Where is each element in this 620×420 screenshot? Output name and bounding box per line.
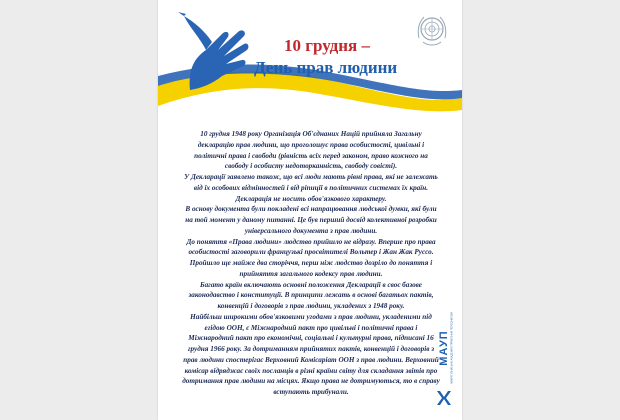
body-paragraph: Найбільш широкими обов'язковими угодами з прав людини, укладеними під егідою ООН, є Міжнародний пакт про цивільні і політичні права і Міжнародний пакт про економічні, соціальні і культурні права, підписані 16 грудня 1966 року. За дотриманням прийнятих пактів, конвенцій і договорів з прав людини спостерігає Верховний Комісаріат ООН з прав людини. Верховний комісар відряджає своїх посланців в різні країни світу для складання звітів про дотримання прав людини на місцях. Якщо права не дотримуються, то в справу вступають трибунали. [182,312,440,396]
human-rights-hand-bird-icon [160,4,252,96]
page-title-date: 10 грудня – [284,36,370,55]
body-paragraph: До поняття «Права людини» людство прийшло не відразу. Вперше про права особистості заговорили французькі просвітителі Вольтер і Жан Жак Руссо. Пройшло ще майже два сторіччя, перш ніж людство дозріло до поняття і прийняття загального кодексу прав людини. [186,237,436,278]
body-paragraph: У Декларації заявлено також, що всі люди мають рівні права, які не залежать від їх особових відмінностей і від ріпиції в політичних системах їх країн. Декларація не носить обов'язкового характеру. [184,173,438,203]
body-paragraph: Багато країн включають основні положення Декларації в своє базове законодавство і конституції. В принципи лежать в основі багатьох пактів, конвенцій і договорів з прав людини, укладених з 1948 року. [188,280,434,310]
maup-logo [434,308,454,408]
body-paragraph: В основу документа були покладені всі напрацювання людської думки, які були на той момент у даному питанні. Це був перший досвід колективної розробки універсального документа з прав людини. [185,205,437,235]
document-page [158,0,462,420]
page-title-name: День прав людини [254,58,398,77]
un-emblem-icon [413,12,451,50]
maup-logo-icon [434,388,454,408]
maup-logo-text: МАУП [438,330,450,366]
maup-logo-subtext: МІЖРЕГІОНАЛЬНА АКАДЕМІЯ УПРАВЛІННЯ ПЕРСОНАЛОМ [450,312,454,384]
body-text [182,129,440,398]
body-paragraph: 10 грудня 1948 року Організація Об'єднаних Націй прийняла Загальну декларацію прав людини, що проголошує права особистості, цивільні і політичні права і свободи (рівність всіх перед законом, право кожного на свободу і особисту недоторканність, свободу совісті). [194,130,428,171]
